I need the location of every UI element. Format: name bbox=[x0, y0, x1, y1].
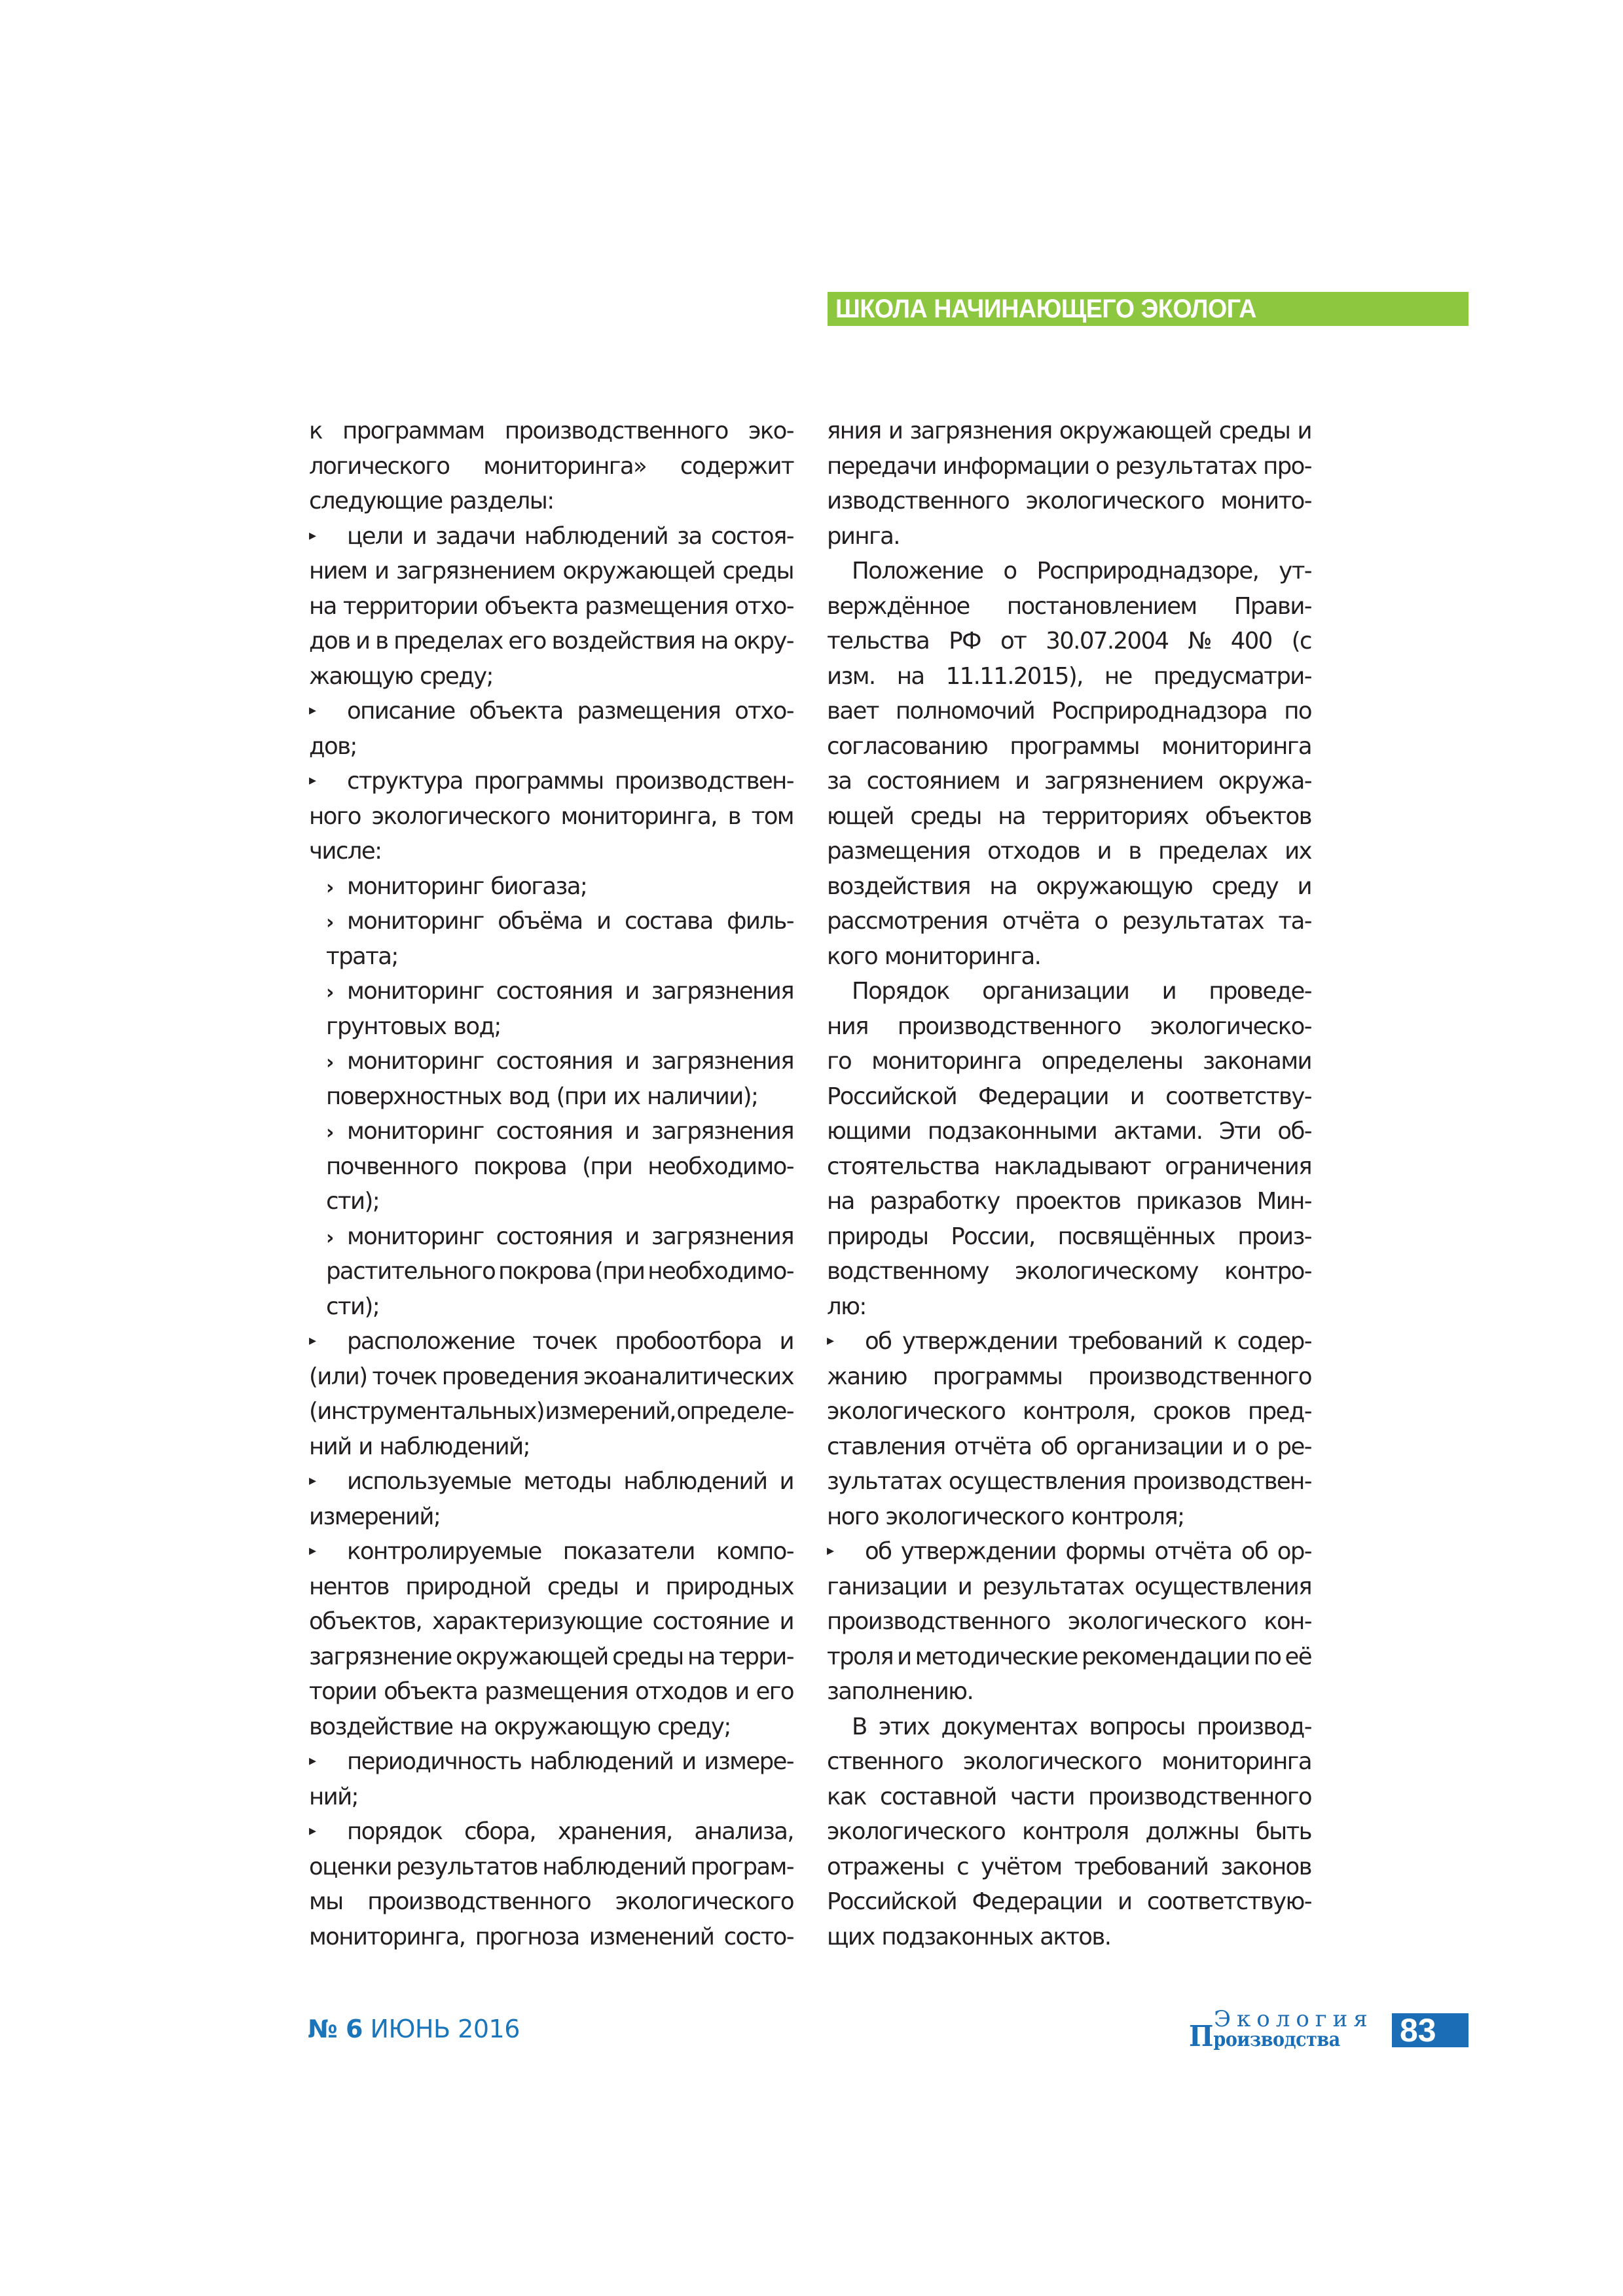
text-line bbox=[827, 974, 1311, 1009]
text-line bbox=[309, 1640, 793, 1675]
line-text: логического мониторинга» содержит bbox=[309, 452, 793, 480]
text-line bbox=[827, 589, 1311, 624]
text-line bbox=[309, 484, 793, 519]
text-line bbox=[827, 904, 1311, 939]
line-text: мониторинг биогаза; bbox=[347, 872, 587, 900]
line-text: яния и загрязнения окружающей среды и bbox=[827, 418, 1311, 444]
text-line bbox=[309, 1604, 793, 1640]
text-line bbox=[827, 1009, 1311, 1045]
logo-top-word: Экология bbox=[1214, 2006, 1374, 2032]
line-text: ющей среды на территориях объектов bbox=[827, 802, 1311, 830]
text-line bbox=[827, 1674, 1311, 1710]
line-text: кого мониторинга. bbox=[827, 942, 1041, 970]
line-text: об утверждении требований к содер- bbox=[865, 1328, 1311, 1355]
text-line bbox=[309, 1394, 793, 1429]
line-text: структура программы производствен- bbox=[347, 768, 793, 795]
line-text: мониторинг объёма и состава филь- bbox=[347, 908, 793, 935]
text-line bbox=[309, 624, 793, 659]
chevron-right-icon: › bbox=[326, 1226, 335, 1249]
line-text: заполнению. bbox=[827, 1678, 974, 1705]
line-text: природы России, посвящённых произ- bbox=[827, 1223, 1311, 1250]
line-text: Российской Федерации и соответству- bbox=[827, 1083, 1311, 1110]
text-line bbox=[309, 1324, 793, 1359]
text-line bbox=[309, 834, 793, 869]
text-line bbox=[309, 1009, 793, 1045]
line-text: сти); bbox=[326, 1293, 380, 1320]
text-line bbox=[827, 1394, 1311, 1429]
line-text: трата; bbox=[326, 942, 398, 970]
text-line bbox=[827, 659, 1311, 694]
chevron-right-icon: › bbox=[326, 1121, 335, 1144]
bullet-triangle-icon: ▸ bbox=[309, 1333, 317, 1350]
issue-info bbox=[308, 2015, 520, 2043]
text-line bbox=[827, 624, 1311, 659]
page-number-box bbox=[1392, 2013, 1468, 2047]
text-line bbox=[309, 1079, 793, 1115]
line-text: изм. на 11.11.2015), не предусматри- bbox=[827, 662, 1311, 690]
text-line bbox=[309, 659, 793, 694]
text-line bbox=[309, 764, 793, 799]
text-line bbox=[309, 1464, 793, 1499]
line-text: зультатах осуществления производствен- bbox=[827, 1468, 1311, 1495]
text-line bbox=[309, 974, 793, 1009]
text-line bbox=[827, 1604, 1311, 1640]
text-line bbox=[309, 1114, 793, 1149]
text-line bbox=[309, 1219, 793, 1255]
text-line bbox=[827, 414, 1311, 449]
text-line bbox=[309, 449, 793, 484]
logo-rest: роизводства bbox=[1213, 2028, 1340, 2051]
text-line bbox=[827, 1219, 1311, 1255]
text-line bbox=[827, 1814, 1311, 1850]
line-text: ного экологического контроля; bbox=[827, 1503, 1184, 1530]
chevron-right-icon: › bbox=[326, 1051, 335, 1074]
line-text: ющими подзаконными актами. Эти об- bbox=[827, 1118, 1311, 1145]
issue-number: № 6 bbox=[308, 2015, 363, 2043]
text-line bbox=[309, 1359, 793, 1395]
line-text: производственного экологического кон- bbox=[827, 1608, 1311, 1635]
line-text: ственного экологического мониторинга bbox=[827, 1748, 1311, 1775]
text-line bbox=[827, 449, 1311, 484]
chevron-right-icon: › bbox=[326, 911, 335, 934]
line-text: мониторинг состояния и загрязнения bbox=[347, 1118, 793, 1145]
line-text: ного экологического мониторинга, в том bbox=[309, 802, 793, 830]
line-text: следующие разделы: bbox=[309, 488, 554, 514]
text-line bbox=[309, 1044, 793, 1079]
bullet-triangle-icon: ▸ bbox=[309, 772, 317, 789]
text-line bbox=[309, 939, 793, 975]
text-line bbox=[827, 1640, 1311, 1675]
text-line bbox=[309, 1744, 793, 1780]
text-line bbox=[309, 1780, 793, 1815]
bullet-triangle-icon: ▸ bbox=[309, 1753, 317, 1770]
text-line bbox=[309, 1814, 793, 1850]
text-line bbox=[827, 1710, 1311, 1745]
text-line bbox=[309, 694, 793, 729]
line-text: го мониторинга определены законами bbox=[827, 1048, 1311, 1075]
line-text: стоятельства накладывают ограничения bbox=[827, 1153, 1311, 1180]
text-line bbox=[827, 1114, 1311, 1149]
logo-bottom-word bbox=[1189, 2020, 1340, 2053]
line-text: используемые методы наблюдений и bbox=[347, 1468, 793, 1495]
line-text: мониторинг состояния и загрязнения bbox=[347, 1048, 793, 1075]
text-line bbox=[309, 869, 793, 905]
bullet-triangle-icon: ▸ bbox=[309, 702, 317, 719]
text-line bbox=[827, 939, 1311, 975]
line-text: ставления отчёта об организации и о ре- bbox=[827, 1433, 1311, 1460]
text-line bbox=[827, 1499, 1311, 1535]
line-text: цели и задачи наблюдений за состоя- bbox=[347, 522, 793, 550]
text-line bbox=[827, 1149, 1311, 1185]
line-text: лю: bbox=[827, 1293, 866, 1320]
text-line bbox=[309, 904, 793, 939]
line-text: объектов, характеризующие состояние и bbox=[309, 1608, 793, 1635]
line-text: поверхностных вод (при их наличии); bbox=[326, 1083, 758, 1110]
line-text: ний и наблюдений; bbox=[309, 1433, 530, 1460]
line-text: на территории объекта размещения отхо- bbox=[309, 592, 793, 620]
line-text: на разработку проектов приказов Мин- bbox=[827, 1188, 1311, 1215]
line-text: сти); bbox=[326, 1188, 380, 1215]
text-line bbox=[827, 1570, 1311, 1605]
text-line bbox=[827, 1184, 1311, 1219]
line-text: ринга. bbox=[827, 522, 900, 550]
line-text: расположение точек пробоотбора и bbox=[347, 1328, 793, 1355]
line-text: передачи информации о результатах про- bbox=[827, 452, 1311, 480]
line-text: изводственного экологического монито- bbox=[827, 488, 1311, 514]
line-text: грунтовых вод; bbox=[326, 1013, 501, 1040]
text-line bbox=[827, 1464, 1311, 1499]
bullet-triangle-icon: ▸ bbox=[309, 1823, 317, 1840]
line-text: щих подзаконных актов. bbox=[827, 1923, 1111, 1950]
line-text: воздействия на окружающую среду и bbox=[827, 872, 1311, 900]
line-text: почвенного покрова (при необходимо- bbox=[326, 1153, 793, 1180]
line-text: периодичность наблюдений и измере- bbox=[347, 1748, 793, 1775]
line-text: оценки результатов наблюдений програм- bbox=[309, 1853, 793, 1880]
chevron-right-icon: › bbox=[326, 876, 335, 899]
text-line bbox=[827, 1920, 1311, 1955]
text-line bbox=[827, 1359, 1311, 1395]
line-text: загрязнение окружающей среды на терри- bbox=[309, 1643, 793, 1670]
text-line bbox=[309, 1850, 793, 1885]
text-line bbox=[309, 799, 793, 834]
issue-date: ИЮНЬ 2016 bbox=[370, 2015, 520, 2043]
text-line bbox=[309, 1254, 793, 1289]
line-text: мы производственного экологического bbox=[309, 1888, 793, 1915]
line-text: числе: bbox=[309, 838, 382, 865]
bullet-triangle-icon: ▸ bbox=[309, 1543, 317, 1560]
text-column-left bbox=[309, 414, 793, 1954]
text-line bbox=[309, 1429, 793, 1465]
line-text: экологического контроля должны быть bbox=[827, 1818, 1311, 1845]
text-line bbox=[827, 869, 1311, 905]
page-number: 83 bbox=[1400, 2012, 1436, 2049]
line-text: тельства РФ от 30.07.2004 № 400 (с bbox=[827, 628, 1311, 655]
text-line bbox=[827, 1289, 1311, 1325]
text-line bbox=[309, 1884, 793, 1920]
text-column-right bbox=[827, 414, 1311, 1954]
section-title: ШКОЛА НАЧИНАЮЩЕГО ЭКОЛОГА bbox=[835, 295, 1256, 323]
line-text: согласованию программы мониторинга bbox=[827, 732, 1311, 760]
text-line bbox=[827, 834, 1311, 869]
bullet-triangle-icon: ▸ bbox=[827, 1333, 835, 1350]
text-line bbox=[309, 414, 793, 449]
line-text: мониторинг состояния и загрязнения bbox=[347, 1223, 793, 1250]
line-text: Порядок организации и проведе- bbox=[852, 978, 1311, 1005]
line-text: нием и загрязнением окружающей среды bbox=[309, 558, 793, 584]
line-text: нентов природной среды и природных bbox=[309, 1573, 793, 1600]
magazine-logo bbox=[1189, 2006, 1385, 2053]
line-text: дов и в пределах его воздействия на окру- bbox=[309, 628, 793, 655]
line-text: верждённое постановлением Прави- bbox=[827, 592, 1311, 620]
line-text: жающую среду; bbox=[309, 662, 493, 690]
line-text: об утверждении формы отчёта об ор- bbox=[865, 1538, 1311, 1565]
text-line bbox=[827, 1884, 1311, 1920]
line-text: контролируемые показатели компо- bbox=[347, 1538, 793, 1565]
line-text: растительного покрова (при необходимо- bbox=[326, 1258, 793, 1285]
text-line bbox=[827, 799, 1311, 834]
text-line bbox=[309, 554, 793, 589]
text-line bbox=[827, 484, 1311, 519]
line-text: водственному экологическому контро- bbox=[827, 1258, 1311, 1285]
text-line bbox=[827, 1534, 1311, 1570]
chevron-right-icon: › bbox=[326, 981, 335, 1004]
text-line bbox=[309, 519, 793, 554]
line-text: размещения отходов и в пределах их bbox=[827, 838, 1311, 865]
section-banner bbox=[828, 292, 1468, 326]
line-text: жанию программы производственного bbox=[827, 1363, 1311, 1390]
line-text: ганизации и результатах осуществления bbox=[827, 1573, 1311, 1600]
line-text: как составной части производственного bbox=[827, 1783, 1311, 1810]
line-text: мониторинг состояния и загрязнения bbox=[347, 978, 793, 1005]
line-text: измерений; bbox=[309, 1503, 441, 1530]
line-text: Положение о Росприроднадзоре, ут- bbox=[852, 558, 1311, 584]
line-text: порядок сбора, хранения, анализа, bbox=[347, 1818, 793, 1845]
text-line bbox=[827, 519, 1311, 554]
line-text: ний; bbox=[309, 1783, 358, 1810]
bullet-triangle-icon: ▸ bbox=[309, 1473, 317, 1490]
text-line bbox=[827, 1850, 1311, 1885]
line-text: мониторинга, прогноза изменений состо- bbox=[309, 1923, 793, 1950]
text-line bbox=[827, 1044, 1311, 1079]
text-line bbox=[827, 764, 1311, 799]
line-text: вает полномочий Росприроднадзора по bbox=[827, 698, 1311, 725]
text-line bbox=[309, 1710, 793, 1745]
text-line bbox=[309, 1570, 793, 1605]
text-line bbox=[309, 1534, 793, 1570]
line-text: тории объекта размещения отходов и его bbox=[309, 1678, 793, 1705]
line-text: (или) точек проведения экоаналитических bbox=[309, 1363, 793, 1390]
line-text: экологического контроля, сроков пред- bbox=[827, 1398, 1311, 1425]
text-line bbox=[827, 1254, 1311, 1289]
line-text: (инструментальных) измерений, определе- bbox=[309, 1398, 793, 1425]
text-line bbox=[827, 1780, 1311, 1815]
text-line bbox=[309, 589, 793, 624]
line-text: ния производственного экологическо- bbox=[827, 1013, 1311, 1040]
line-text: Российской Федерации и соответствую- bbox=[827, 1888, 1311, 1915]
text-line bbox=[827, 1324, 1311, 1359]
line-text: отражены с учётом требований законов bbox=[827, 1853, 1311, 1880]
bullet-triangle-icon: ▸ bbox=[827, 1543, 835, 1560]
text-line bbox=[309, 729, 793, 764]
line-text: описание объекта размещения отхо- bbox=[347, 698, 793, 725]
line-text: троля и методические рекомендации по её bbox=[827, 1643, 1311, 1670]
text-line bbox=[827, 1429, 1311, 1465]
text-line bbox=[827, 1744, 1311, 1780]
text-line bbox=[309, 1184, 793, 1219]
logo-initial: П bbox=[1189, 2020, 1214, 2053]
bullet-triangle-icon: ▸ bbox=[309, 527, 317, 544]
line-text: дов; bbox=[309, 732, 357, 760]
text-line bbox=[309, 1674, 793, 1710]
text-line bbox=[827, 729, 1311, 764]
line-text: В этих документах вопросы производ- bbox=[852, 1713, 1311, 1740]
text-line bbox=[309, 1149, 793, 1185]
line-text: воздействие на окружающую среду; bbox=[309, 1713, 731, 1740]
line-text: за состоянием и загрязнением окружа- bbox=[827, 768, 1311, 795]
text-line bbox=[309, 1289, 793, 1325]
text-line bbox=[309, 1920, 793, 1955]
text-line bbox=[827, 694, 1311, 729]
line-text: к программам производственного эко- bbox=[309, 418, 793, 444]
text-line bbox=[827, 1079, 1311, 1115]
line-text: рассмотрения отчёта о результатах та- bbox=[827, 908, 1311, 935]
text-line bbox=[309, 1499, 793, 1535]
text-line bbox=[827, 554, 1311, 589]
